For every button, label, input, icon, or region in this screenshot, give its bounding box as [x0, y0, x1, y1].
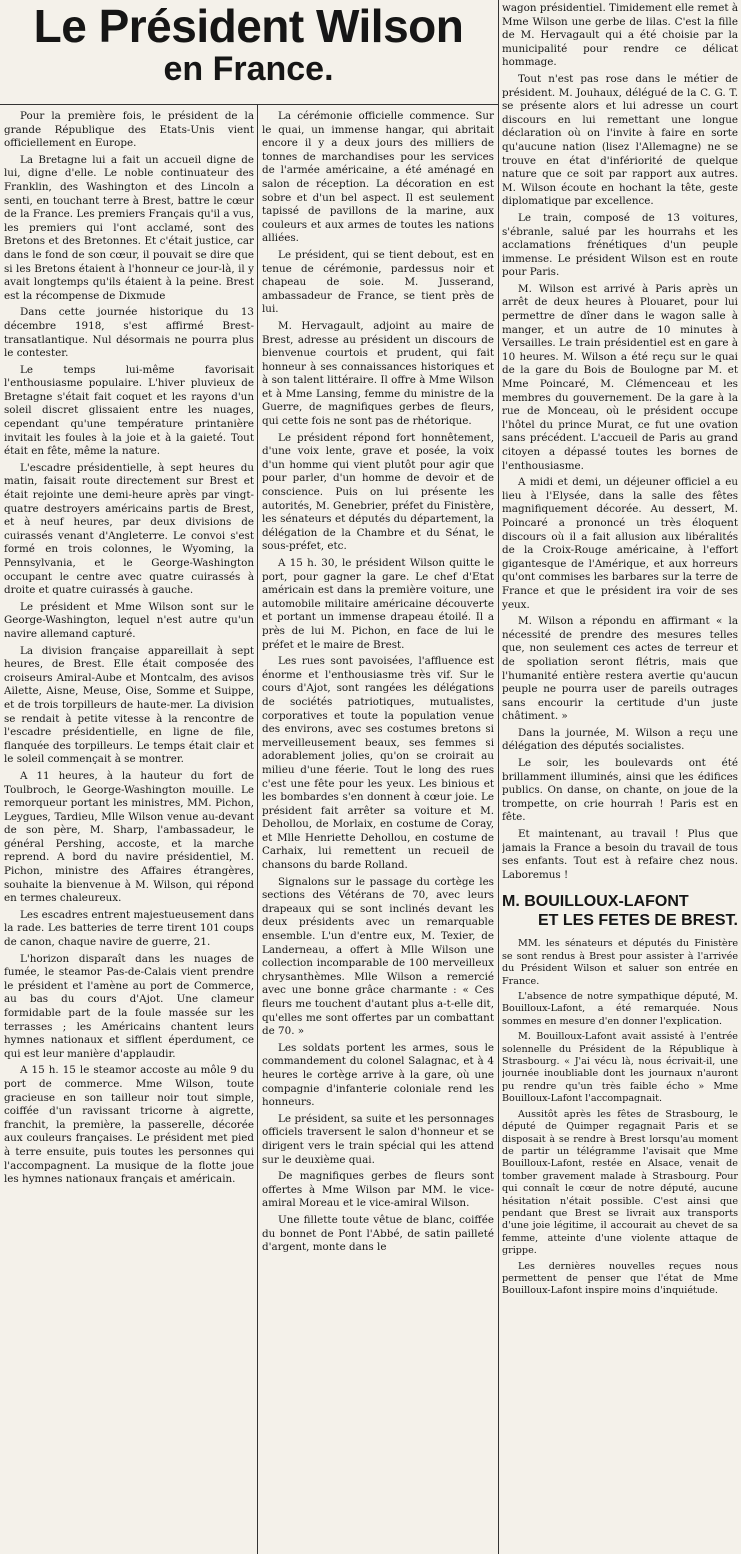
column-2 — [262, 110, 494, 1552]
paragraph: M. Bouilloux-Lafont avait assisté à l'entrée solennelle du Président de la République à Strasbourg. « J'ai vécu là, nous écrivait-il, une journée inoubliable dont les journaux n'auront pu rendre qu'un très faible écho » Mme Bouilloux-Lafont l'accompagnait. — [502, 1031, 738, 1105]
column-3 — [502, 2, 738, 1552]
paragraph: A 15 h. 15 le steamor accoste au môle 9 du port de commerce. Mme Wilson, toute gracieuse en son tailleur noir tout simple, coiffée d'un ravissant tricorne à aigrette, franchit, la première, la passerelle, décorée aux couleurs françaises. Le président met pied à terre ensuite, puis toutes les personnes qui l'accompagnent. La musique de la flotte joue les hymnes nationaux français et américain. — [4, 1064, 254, 1186]
paragraph: Les soldats portent les armes, sous le commandement du colonel Salagnac, et à 4 heures le cortège arrive à la gare, où une compagnie d'infanterie coloniale rend les honneurs. — [262, 1041, 494, 1109]
paragraph: De magnifiques gerbes de fleurs sont offertes à Mme Wilson par MM. le vice-amiral Moreau et le vice-amiral Wilson. — [262, 1170, 494, 1210]
paragraph: A 11 heures, à la hauteur du fort de Toulbroch, le George-Washington mouille. Le remorqueur portant les ministres, MM. Pichon, Leygues, Tardieu, Mlle Wilson venue au-devant de son père, M. Sharp, l'ambassadeur, le général Pershing, accoste, et la marche reprend. A bord du navire présidentiel, M. Pichon, ministre des Affaires étrangères, souhaite la bienvenue à M. Wilson, qui répond en termes chaleureux. — [4, 769, 254, 905]
article2-headline-line-2: ET LES FETES DE BREST. — [537, 912, 738, 930]
paragraph: Le temps lui-même favorisait l'enthousiasme populaire. L'hiver pluvieux de Bretagne s'était fait coquet et les rayons d'un soleil discret glissaient entre les nuages, cependant qu'une température printanière invitait les foules à la joie et à la gaieté. Tout était en fête, même la nature. — [4, 363, 254, 458]
title-rule — [0, 104, 498, 105]
article2-headline-line-1: M. BOUILLOUX-LAFONT — [502, 893, 689, 911]
paragraph: Dans la journée, M. Wilson a reçu une délégation des députés socialistes. — [502, 726, 738, 753]
paragraph: Le train, composé de 13 voitures, s'ébranle, salué par les hourrahs et les acclamations frénétiques d'un peuple immense. Le président Wilson est en route pour Paris. — [502, 211, 738, 279]
paragraph: La Bretagne lui a fait un accueil digne de lui, digne d'elle. Le noble continuateur des Franklin, des Washington et des Lincoln a senti, en touchant terre à Brest, battre le cœur de la France. Les premiers Français qu'il a vus, les premiers qui l'ont acclamé, sont des Bretons et des Bretonnes. Et c'était justice, car dans le fond de son cœur, il pouvait se dire que si les Bretons étaient à l'honneur ce jour-là, il y avait longtemps qu'ils étaient à la peine. Brest est la récompense de Dixmude — [4, 153, 254, 302]
paragraph: MM. les sénateurs et députés du Finistère se sont rendus à Brest pour assister à l'arrivée du Président Wilson et saluer son entrée en France. — [502, 938, 738, 987]
paragraph: La division française appareillait à sept heures, de Brest. Elle était composée des croiseurs Amiral-Aube et Montcalm, des avisos Ailette, Aisne, Meuse, Oise, Somme et Suippe, et de trois torpilleurs de haute-mer. La division se rendait à petite vitesse à la rencontre de l'escadre présidentielle, en ligne de file, flanquée des torpilleurs. Le temps était clair et le soleil commençait à se montrer. — [4, 644, 254, 766]
article2-headline — [502, 892, 738, 930]
column-rule-1 — [257, 105, 258, 1554]
paragraph: L'horizon disparaît dans les nuages de fumée, le steamor Pas-de-Calais vient prendre le président et l'amène au port de Commerce, au bas du cours d'Ajot. Une clameur formidable part de la foule massée sur les terrasses ; les Américains chantent leurs hymnes nationaux et sifflent éperdument, ce qui est leur manière d'applaudir. — [4, 952, 254, 1060]
paragraph: Le soir, les boulevards ont été brillamment illuminés, ainsi que les édifices publics. On danse, on chante, on joue de la trompette, on crie hourrah ! Paris est en fête. — [502, 757, 738, 824]
paragraph: Les dernières nouvelles reçues nous permettent de penser que l'état de Mme Bouilloux-Lafont inspire moins d'inquiétude. — [502, 1260, 738, 1297]
paragraph: M. Wilson est arrivé à Paris après un arrêt de deux heures à Plouaret, pour lui permettre de dîner dans le wagon salle à manger, et un autre de 10 minutes à Versailles. Le train présidentiel est en gare à 10 heures. M. Wilson a été reçu sur le quai de la gare du Bois de Boulogne par M. et Mme Poincaré, M. Clémenceau et les membres du gouvernement. De la gare à la rue de Monceau, où le président occupe l'hôtel du prince Murat, ce fut une ovation sans précédent. L'accueil de Paris au grand citoyen a dépassé toutes les bornes de l'enthousiasme. — [502, 282, 738, 472]
column-1 — [4, 110, 254, 1552]
column-rule-2 — [498, 0, 499, 1554]
article2-body — [502, 938, 738, 1297]
paragraph: Tout n'est pas rose dans le métier de président. M. Jouhaux, délégué de la C. G. T. se présente alors et lui adresse un court discours en lui remettant une longue déclaration où on l'invite à faire en sorte qu'aucune nation (lisez l'Allemagne) ne se trouve en état d'infériorité de quelque nature que ce soit par rapport aux autres. M. Wilson écoute en hochant la tête, geste diplomatique par excellence. — [502, 72, 738, 208]
title-line-2: en France. — [163, 50, 334, 89]
paragraph: M. Wilson a répondu en affirmant « la nécessité de prendre des mesures telles que, non seulement ces actes de terreur et de spoliation seront flétris, mais que l'humanité entière restera avertie qu'aucun peuple ne pourra user de pareils outrages sans encourir la certitude d'un juste châtiment. » — [502, 615, 738, 723]
paragraph: Signalons sur le passage du cortège les sections des Vétérans de 70, avec leurs drapeaux qui se sont inclinés devant les deux présidents avec un remarquable ensemble. L'un d'entre eux, M. Texier, de Landerneau, a offert à Mlle Wilson une collection incomparable de 100 merveilleux chrysanthèmes. Mlle Wilson a remercié avec une bonne grâce charmante : « Ces fleurs me touchent d'autant plus a-t-elle dit, qu'elles me sont offertes par un combattant de 70. » — [262, 875, 494, 1038]
paragraph: Le président, sa suite et les personnages officiels traversent le salon d'honneur et se dirigent vers le train spécial qui les attend sur le deuxième quai. — [262, 1112, 494, 1166]
paragraph: Les rues sont pavoisées, l'affluence est énorme et l'enthousiasme très vif. Sur le cours d'Ajot, sont rangées les délégations de sociétés patriotiques, mutualistes, corporatives et toute la population venue des environs, avec ses costumes bretons si merveilleusement beaux, ses femmes si adorablement jolies, qu'on se croirait au milieu d'une féerie. Tout le long des rues c'est une fête pour les yeux. Les binious et les bombardes s'en donnent à cœur joie. Le président fait arrêter sa voiture et M. Dehollou, de Morlaix, en costume de Coray, et Mlle Henriette Dehollou, en costume de Carhaix, lui remettent un recueil de chansons du barde Rolland. — [262, 655, 494, 872]
paragraph: wagon présidentiel. Timidement elle remet à Mme Wilson une gerbe de lilas. C'est la fille de M. Hervagault qui a été choisie par la municipalité pour rendre ce délicat hommage. — [502, 2, 738, 69]
paragraph: La cérémonie officielle commence. Sur le quai, un immense hangar, qui abritait encore il y a deux jours des milliers de tonnes de marchandises pour les services de l'armée américaine, a été aménagé en salon de réception. La décoration en est sobre et d'un bel aspect. Il est seulement tapissé de pavillons de la marine, aux couleurs et aux armes de toutes les nations alliées. — [262, 110, 494, 245]
paragraph: Aussitôt après les fêtes de Strasbourg, le député de Quimper regagnait Paris et se disposait à se rendre à Brest lorsqu'au moment de partir un télégramme l'avisait que Mme Bouilloux-Lafont, restée en Alsace, venait de tomber gravement malade à Strasbourg. Pour qui connaît le cœur de notre député, aucune hésitation n'était possible. C'est ainsi que pendant que Brest se livrait aux transports d'une joie légitime, il accourait au chevet de sa femme, atteinte d'une violente attaque de grippe. — [502, 1108, 738, 1257]
paragraph: Une fillette toute vêtue de blanc, coiffée du bonnet de Pont l'Abbé, de satin pailleté d'argent, monte dans le — [262, 1213, 494, 1254]
paragraph: Le président répond fort honnêtement, d'une voix lente, grave et posée, la voix d'un homme qui vient plutôt pour agir que pour parler, d'un homme de devoir et de conscience. Puis on lui présente les autorités, M. Genebrier, préfet du Finistère, les sénateurs et députés du département, la délégation de la Chambre et du Sénat, le sous-préfet, etc. — [262, 431, 494, 553]
paragraph: Pour la première fois, le président de la grande République des Etats-Unis vient officiellement en Europe. — [4, 110, 254, 150]
title-line-1: Le Président Wilson — [33, 0, 464, 52]
paragraph: Dans cette journée historique du 13 décembre 1918, s'est affirmé Brest-transatlantique. Nul désormais ne pourra plus le contester. — [4, 306, 254, 360]
paragraph: L'escadre présidentielle, à sept heures du matin, faisait route directement sur Brest et était rejointe une demi-heure après par vingt-quatre destroyers américains partis de Brest, et à neuf heures, par deux divisions de cuirassés venant d'Angleterre. Le convoi s'est formé en trois colonnes, le Wyoming, la Pennsylvania, et le George-Washington occupant le centre avec quatre cuirassés à droite et quatre cuirassés à gauche. — [4, 461, 254, 597]
paragraph: Les escadres entrent majestueusement dans la rade. Les batteries de terre tirent 101 coups de canon, chaque navire de guerre, 21. — [4, 908, 254, 949]
paragraph: A midi et demi, un déjeuner officiel a eu lieu à l'Elysée, dans la salle des fêtes magnifiquement décorée. Au dessert, M. Poincaré a prononcé un très éloquent discours où il a fait allusion aux libéralités de la Croix-Rouge américaine, à l'effort gigantesque de l'Amérique, et aux horreurs qu'ont commises les barbares sur la terre de France et que le président ira voir de ses yeux. — [502, 476, 738, 611]
article-title — [0, 2, 497, 88]
paragraph: L'absence de notre sympathique député, M. Bouilloux-Lafont, a été remarquée. Nous sommes en mesure d'en donner l'explication. — [502, 991, 738, 1027]
paragraph: Le président, qui se tient debout, est en tenue de cérémonie, pardessus noir et chapeau de soie. M. Jusserand, ambassadeur de France, se tient près de lui. — [262, 248, 494, 316]
paragraph: A 15 h. 30, le président Wilson quitte le port, pour gagner la gare. Le chef d'Etat américain est dans la première voiture, une automobile militaire américaine découverte et portant un immense drapeau étoilé. Il a près de lui M. Pichon, en face de lui le préfet et le maire de Brest. — [262, 557, 494, 651]
paragraph: Et maintenant, au travail ! Plus que jamais la France a besoin du travail de tous ses enfants. Tout est à refaire chez nous. Laboremus ! — [502, 828, 738, 881]
paragraph: Le président et Mme Wilson sont sur le George-Washington, lequel n'est autre qu'un navire allemand capturé. — [4, 600, 254, 640]
paragraph: M. Hervagault, adjoint au maire de Brest, adresse au président un discours de bienvenue courtois et prudent, qui fait honneur à ses connaissances historiques et à son talent littéraire. Il offre à Mme Wilson et à Mme Lansing, femme du ministre de la Guerre, de magnifiques gerbes de fleurs, qui cette fois ne sont pas de rhétorique. — [262, 319, 494, 428]
